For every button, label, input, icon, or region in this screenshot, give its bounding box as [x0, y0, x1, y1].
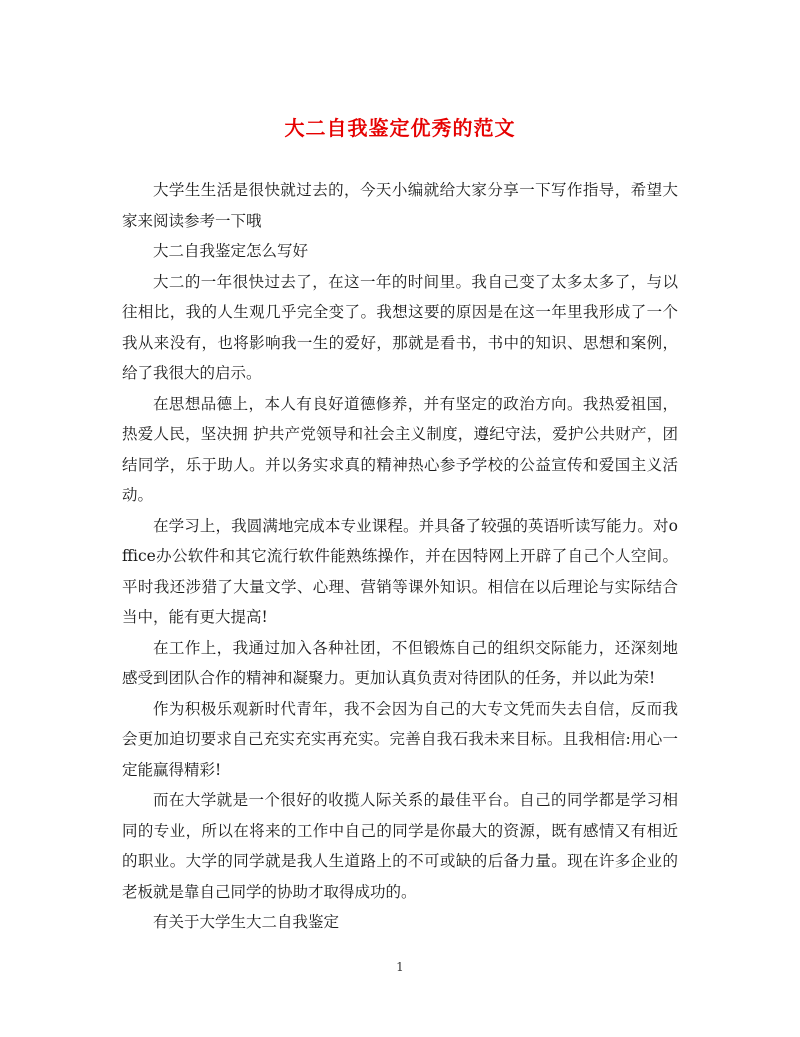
paragraph-morality: 在思想品德上，本人有良好道德修养，并有坚定的政治方向。我热爱祖国，热爱人民，坚决拥 护共产党领导和社会主义制度，遵纪守法，爱护公共财产，团结同学，乐于助人。并以务实求真的精神热心参予学校的公益宣传和爱国主义活动。 — [122, 394, 678, 504]
paragraph-relationships: 而在大学就是一个很好的收揽人际关系的最佳平台。自己的同学都是学习相同的专业，所以在将来的工作中自己的同学是你最大的资源，既有感情又有相近的职业。大学的同学就是我人生道路上的不可或缺的后备力量。现在许多企业的老板就是靠自己同学的协助才取得成功的。 — [122, 791, 678, 901]
paragraph-work: 在工作上，我通过加入各种社团，不但锻炼自己的组织交际能力，还深刻地感受到团队合作的精神和凝聚力。更加认真负责对待团队的任务，并以此为荣! — [122, 638, 678, 687]
document-body — [122, 175, 678, 938]
paragraph-overview: 大二的一年很快过去了，在这一年的时间里。我自己变了太多太多了，与以往相比，我的人生观几乎完全变了。我想这要的原因是在这一年里我形成了一个我从来没有，也将影响我一生的爱好，那就是看书，书中的知识、思想和案例，给了我很大的启示。 — [122, 272, 678, 382]
paragraph-study: 在学习上，我圆满地完成本专业课程。并具备了较强的英语听读写能力。对office办公软件和其它流行软件能熟练操作，并在因特网上开辟了自己个人空间。平时我还涉猎了大量文学、心理、营销等课外知识。相信在以后理论与实际结合当中，能有更大提高! — [122, 516, 678, 626]
page-number: 1 — [396, 960, 404, 974]
paragraph-intro: 大学生生活是很快就过去的，今天小编就给大家分享一下写作指导，希望大家来阅读参考一下哦 — [122, 181, 678, 230]
paragraph-attitude: 作为积极乐观新时代青年，我不会因为自己的大专文凭而失去自信，反而我会更加迫切要求自己充实充实再充实。完善自我石我未来目标。且我相信:用心一定能赢得精彩! — [122, 699, 678, 779]
document-title: 大二自我鉴定优秀的范文 — [284, 116, 516, 140]
paragraph-related-heading: 有关于大学生大二自我鉴定 — [153, 913, 340, 931]
paragraph-subheading: 大二自我鉴定怎么写好 — [153, 242, 309, 260]
